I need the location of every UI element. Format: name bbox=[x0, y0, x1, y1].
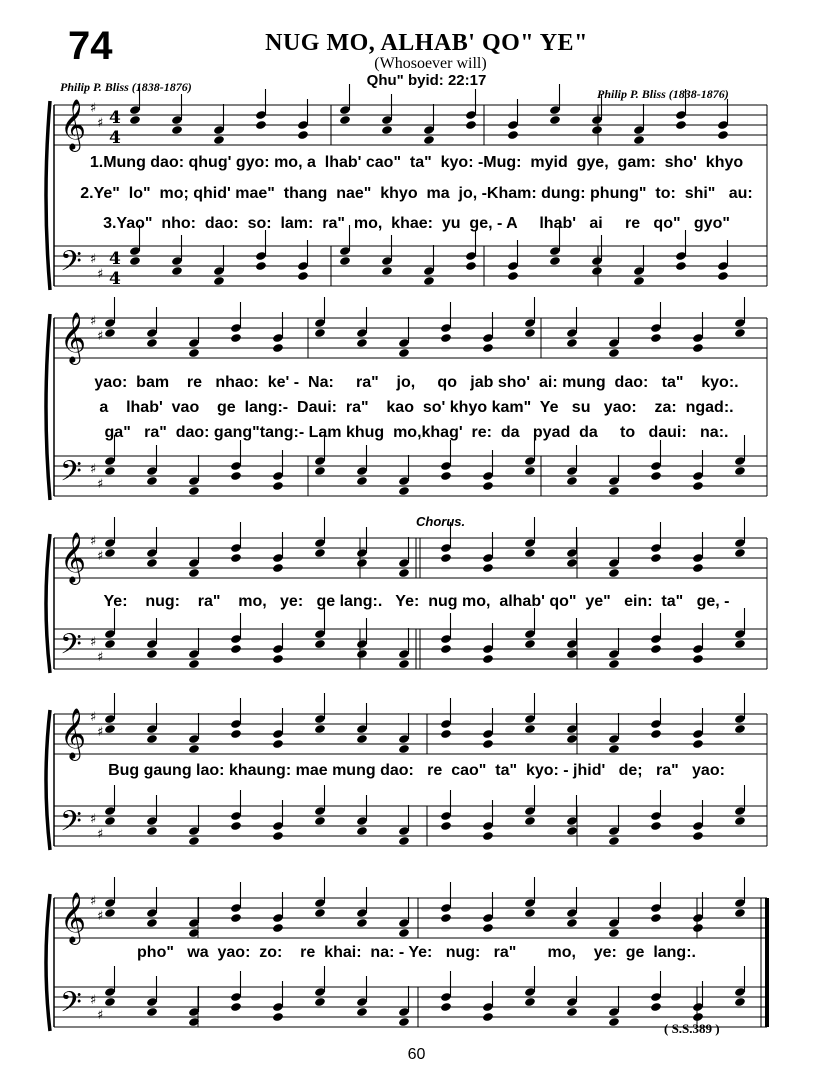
system-5-treble-notehead bbox=[104, 908, 116, 918]
system-1-treble-notehead bbox=[423, 135, 435, 145]
system-1-bass-notehead bbox=[507, 271, 519, 281]
system-4-bass-sharp: ♯ bbox=[90, 812, 97, 827]
system-5-bass-notehead bbox=[356, 1007, 368, 1017]
system-1-bass-clef: 𝄢 bbox=[60, 245, 82, 285]
system-4-bass-notehead bbox=[566, 826, 578, 836]
system-2-bass-notehead bbox=[314, 466, 326, 476]
system-5-treble-sharp: ♯ bbox=[97, 909, 104, 924]
system-4-treble-notehead bbox=[734, 724, 746, 734]
system-2-bass-notehead bbox=[356, 476, 368, 486]
system-1-treble-notehead bbox=[465, 120, 477, 130]
system-4-bass-notehead bbox=[482, 831, 494, 841]
system-5-treble-notehead bbox=[734, 908, 746, 918]
system-5-treble-clef: 𝄞 bbox=[60, 892, 87, 943]
system-5-treble-notehead bbox=[356, 918, 368, 928]
system-3-treble-notehead bbox=[272, 563, 284, 573]
system-5-treble-notehead bbox=[272, 923, 284, 933]
system-4-treble-notehead bbox=[188, 744, 200, 754]
lyric-line-s3-v1: Ye: nug: ra" mo, ye: ge lang:. Ye: nug mo, alhab' qo" ye" ein: ta" ge, - bbox=[103, 593, 730, 610]
system-5-bass-notehead bbox=[398, 1017, 410, 1027]
system-3-bass-notehead bbox=[188, 659, 200, 669]
system-4-treble-notehead bbox=[608, 744, 620, 754]
system-5-bass-sharp: ♯ bbox=[97, 1008, 104, 1023]
system-2-bass-notehead bbox=[482, 481, 494, 491]
system-5-treble-notehead bbox=[566, 918, 578, 928]
system-5-treble-notehead bbox=[146, 918, 158, 928]
system-2-bass-notehead bbox=[440, 471, 452, 481]
system-4-bass-notehead bbox=[734, 816, 746, 826]
system-4-bass-notehead bbox=[356, 826, 368, 836]
system-5-treble-notehead bbox=[440, 913, 452, 923]
system-1-bass-notehead bbox=[381, 266, 393, 276]
system-2-treble-notehead bbox=[230, 333, 242, 343]
system-5-bass-notehead bbox=[566, 1007, 578, 1017]
system-4-treble-notehead bbox=[650, 729, 662, 739]
system-4-bass-notehead bbox=[608, 836, 620, 846]
system-5-treble-notehead bbox=[230, 913, 242, 923]
system-4-bass-notehead bbox=[440, 821, 452, 831]
system-4-brace bbox=[46, 710, 50, 850]
system-3-treble-notehead bbox=[104, 548, 116, 558]
hymn-number: 74 bbox=[68, 24, 113, 68]
system-5-bass-clef: 𝄢 bbox=[60, 986, 82, 1026]
system-1-treble-sharp: ♯ bbox=[97, 116, 104, 131]
system-2-treble-notehead bbox=[272, 343, 284, 353]
system-1-treble-notehead bbox=[213, 135, 225, 145]
system-5-bass-notehead bbox=[146, 1007, 158, 1017]
system-1-time-signature: 4 bbox=[109, 128, 121, 148]
system-5-bass-notehead bbox=[482, 1012, 494, 1022]
system-4-treble-notehead bbox=[482, 739, 494, 749]
lyric-line-s2-v1: yao: bam re nhao: ke' - Na: ra" jo, qo jab sho' ai: mung dao: ta" kyo:. bbox=[94, 374, 739, 391]
system-1-bass-sharp: ♯ bbox=[90, 252, 97, 267]
system-1-treble-notehead bbox=[255, 120, 267, 130]
system-4-treble-notehead bbox=[566, 734, 578, 744]
lyric-line-s5-v1: pho" wa yao: zo: re khai: na: - Ye: nug: ra" mo, ye: ge lang:. bbox=[137, 944, 696, 961]
system-5-treble-notehead bbox=[524, 908, 536, 918]
system-3-bass-notehead bbox=[272, 654, 284, 664]
system-3-bass-sharp: ♯ bbox=[90, 635, 97, 650]
system-2-bass-notehead bbox=[650, 471, 662, 481]
system-3-treble-notehead bbox=[650, 553, 662, 563]
composer-credit-left: Philip P. Bliss (1838-1876) bbox=[60, 80, 192, 94]
system-1-time-signature: 4 bbox=[109, 249, 121, 269]
system-5-treble-notehead bbox=[314, 908, 326, 918]
system-4-treble-sharp: ♯ bbox=[90, 710, 97, 725]
system-5-bass-notehead bbox=[230, 1002, 242, 1012]
system-2-bass-sharp: ♯ bbox=[90, 462, 97, 477]
system-2-treble-notehead bbox=[146, 338, 158, 348]
system-3-bass-notehead bbox=[146, 649, 158, 659]
system-1-treble-notehead bbox=[381, 125, 393, 135]
system-3-treble-sharp: ♯ bbox=[90, 534, 97, 549]
system-5-treble-notehead bbox=[650, 913, 662, 923]
system-5-treble-sharp: ♯ bbox=[90, 894, 97, 909]
system-4-treble-notehead bbox=[230, 729, 242, 739]
system-2-bass-notehead bbox=[692, 481, 704, 491]
system-1-treble-notehead bbox=[171, 125, 183, 135]
lyric-line-s4-v1: Bug gaung lao: khaung: mae mung dao: re cao" ta" kyo: - jhid' de; ra" yao: bbox=[108, 762, 725, 779]
system-3-treble-notehead bbox=[524, 548, 536, 558]
system-4-treble-notehead bbox=[524, 724, 536, 734]
system-2-treble-clef: 𝄞 bbox=[60, 312, 87, 363]
system-2-treble-notehead bbox=[566, 338, 578, 348]
system-5-bass-notehead bbox=[524, 997, 536, 1007]
system-1-treble-notehead bbox=[507, 130, 519, 140]
system-2-treble-sharp: ♯ bbox=[90, 314, 97, 329]
system-1-treble-notehead bbox=[549, 115, 561, 125]
system-3-bass-notehead bbox=[230, 644, 242, 654]
system-2-treble-notehead bbox=[440, 333, 452, 343]
system-4-treble-notehead bbox=[272, 739, 284, 749]
system-3-treble-notehead bbox=[482, 563, 494, 573]
system-1-bass-notehead bbox=[297, 271, 309, 281]
system-3-treble-notehead bbox=[146, 558, 158, 568]
system-4-bass-sharp: ♯ bbox=[97, 827, 104, 842]
system-2-bass-notehead bbox=[608, 486, 620, 496]
system-1-treble-notehead bbox=[633, 135, 645, 145]
system-3-treble-notehead bbox=[314, 548, 326, 558]
system-3-bass-notehead bbox=[650, 644, 662, 654]
system-1-treble-clef: 𝄞 bbox=[60, 99, 87, 150]
lyric-line-s1-v3: 3.Yao" nho: dao: so: lam: ra" mo, khae: yu ge, - A lhab' ai re qo" gyo" bbox=[103, 215, 730, 232]
system-1-treble-notehead bbox=[591, 125, 603, 135]
system-3-bass-notehead bbox=[104, 639, 116, 649]
system-5-treble-notehead bbox=[692, 923, 704, 933]
system-2-treble-notehead bbox=[482, 343, 494, 353]
system-1-treble-notehead bbox=[297, 130, 309, 140]
system-3-bass-notehead bbox=[482, 654, 494, 664]
source-reference: ( S.S.389 ) bbox=[664, 1021, 720, 1036]
system-2-treble-notehead bbox=[398, 348, 410, 358]
system-4-bass-notehead bbox=[314, 816, 326, 826]
system-1-bass-notehead bbox=[423, 276, 435, 286]
system-4-bass-notehead bbox=[146, 826, 158, 836]
system-3-treble-notehead bbox=[734, 548, 746, 558]
system-3-bass-notehead bbox=[440, 644, 452, 654]
system-5-bass-notehead bbox=[314, 997, 326, 1007]
system-1-bass-notehead bbox=[633, 276, 645, 286]
system-3-treble-notehead bbox=[230, 553, 242, 563]
system-4-bass-notehead bbox=[104, 816, 116, 826]
system-1-bass-notehead bbox=[213, 276, 225, 286]
system-1-bass-notehead bbox=[717, 271, 729, 281]
system-3-bass-notehead bbox=[734, 639, 746, 649]
system-3-treble-notehead bbox=[188, 568, 200, 578]
system-1-treble-notehead bbox=[675, 120, 687, 130]
system-4-bass-notehead bbox=[524, 816, 536, 826]
system-1-bass-notehead bbox=[465, 261, 477, 271]
system-2-bass-notehead bbox=[104, 466, 116, 476]
system-5-bass-sharp: ♯ bbox=[90, 993, 97, 1008]
composer-credit-right: Philip P. Bliss (1838-1876) bbox=[597, 87, 729, 101]
system-4-treble-notehead bbox=[104, 724, 116, 734]
system-3-bass-notehead bbox=[524, 639, 536, 649]
system-1-bass-notehead bbox=[255, 261, 267, 271]
system-3-treble-notehead bbox=[440, 553, 452, 563]
system-2-treble-notehead bbox=[188, 348, 200, 358]
system-1-bass-notehead bbox=[591, 266, 603, 276]
system-3-bass-notehead bbox=[398, 659, 410, 669]
system-5-treble-notehead bbox=[482, 923, 494, 933]
system-2-bass-notehead bbox=[398, 486, 410, 496]
system-2-treble-notehead bbox=[734, 328, 746, 338]
lyric-line-s1-v2: 2.Ye" lo" mo; qhid' mae" thang nae" khyo ma jo, -Kham: dung: phung" to: shi" au: bbox=[80, 185, 753, 202]
system-4-bass-notehead bbox=[272, 831, 284, 841]
system-1-bass-notehead bbox=[675, 261, 687, 271]
lyric-line-s2-v3: ga" ra" dao: gang"tang:- Lam khug mo,khag' re: da pyad da to daui: na:. bbox=[104, 424, 729, 441]
system-1-time-signature: 4 bbox=[109, 269, 121, 289]
system-3-treble-notehead bbox=[608, 568, 620, 578]
system-5-bass-notehead bbox=[272, 1012, 284, 1022]
system-3-treble-sharp: ♯ bbox=[97, 549, 104, 564]
system-2-treble-notehead bbox=[524, 328, 536, 338]
system-2-treble-notehead bbox=[104, 328, 116, 338]
hymn-subtitle: (Whosoever will) bbox=[374, 55, 487, 72]
system-4-bass-notehead bbox=[188, 836, 200, 846]
system-5-brace bbox=[46, 894, 50, 1031]
system-4-treble-clef: 𝄞 bbox=[60, 708, 87, 759]
system-3-bass-notehead bbox=[356, 649, 368, 659]
system-4-treble-notehead bbox=[692, 739, 704, 749]
system-2-bass-notehead bbox=[230, 471, 242, 481]
system-2-treble-notehead bbox=[692, 343, 704, 353]
system-1-treble-sharp: ♯ bbox=[90, 101, 97, 116]
system-3-bass-notehead bbox=[692, 654, 704, 664]
system-4-treble-notehead bbox=[356, 734, 368, 744]
system-4-treble-notehead bbox=[146, 734, 158, 744]
system-4-treble-sharp: ♯ bbox=[97, 725, 104, 740]
system-1-treble-notehead bbox=[339, 115, 351, 125]
system-3-treble-notehead bbox=[566, 558, 578, 568]
system-5-bass-notehead bbox=[650, 1002, 662, 1012]
system-5-bass-notehead bbox=[734, 997, 746, 1007]
scripture-reference: Qhu" byid: 22:17 bbox=[366, 72, 487, 89]
system-3-bass-notehead bbox=[314, 639, 326, 649]
system-5-bass-notehead bbox=[608, 1017, 620, 1027]
lyric-line-s2-v2: a lhab' vao ge lang:- Daui: ra" kao so' khyo kam" Ye su yao: za: ngad:. bbox=[99, 399, 734, 416]
system-2-bass-notehead bbox=[734, 466, 746, 476]
system-4-bass-notehead bbox=[692, 831, 704, 841]
system-2-bass-notehead bbox=[566, 476, 578, 486]
system-2-bass-clef: 𝄢 bbox=[60, 455, 82, 495]
system-1-time-signature: 4 bbox=[109, 108, 121, 128]
system-1-bass-notehead bbox=[339, 256, 351, 266]
system-3-bass-notehead bbox=[566, 649, 578, 659]
system-1-treble-notehead bbox=[717, 130, 729, 140]
system-5-bass-notehead bbox=[440, 1002, 452, 1012]
chorus-label: Chorus. bbox=[416, 514, 466, 529]
system-2-treble-sharp: ♯ bbox=[97, 329, 104, 344]
system-2-bass-notehead bbox=[524, 466, 536, 476]
system-2-bass-notehead bbox=[146, 476, 158, 486]
system-2-bass-notehead bbox=[188, 486, 200, 496]
system-4-bass-notehead bbox=[398, 836, 410, 846]
page-number: 60 bbox=[407, 1046, 426, 1063]
system-3-treble-notehead bbox=[398, 568, 410, 578]
system-4-treble-notehead bbox=[398, 744, 410, 754]
system-4-bass-notehead bbox=[650, 821, 662, 831]
system-1-bass-notehead bbox=[129, 256, 141, 266]
system-1-treble-notehead bbox=[129, 115, 141, 125]
system-3-treble-clef: 𝄞 bbox=[60, 532, 87, 583]
system-1-bass-sharp: ♯ bbox=[97, 267, 104, 282]
hymn-title: NUG MO, ALHAB' QO" YE" bbox=[265, 30, 588, 56]
system-5-treble-notehead bbox=[398, 928, 410, 938]
system-3-treble-notehead bbox=[692, 563, 704, 573]
system-4-treble-notehead bbox=[314, 724, 326, 734]
system-4-bass-clef: 𝄢 bbox=[60, 805, 82, 845]
system-2-treble-notehead bbox=[314, 328, 326, 338]
system-3-treble-notehead bbox=[356, 558, 368, 568]
lyric-line-s1-v1: 1.Mung dao: qhug' gyo: mo, a lhab' cao" ta" kyo: -Mug: myid gye, gam: sho' khyo bbox=[89, 154, 744, 171]
system-2-treble-notehead bbox=[650, 333, 662, 343]
system-2-treble-notehead bbox=[608, 348, 620, 358]
system-4-treble-notehead bbox=[440, 729, 452, 739]
system-2-bass-notehead bbox=[272, 481, 284, 491]
system-5-bass-notehead bbox=[104, 997, 116, 1007]
system-5-treble-notehead bbox=[608, 928, 620, 938]
system-3-bass-notehead bbox=[608, 659, 620, 669]
system-4-bass-notehead bbox=[230, 821, 242, 831]
system-2-treble-notehead bbox=[356, 338, 368, 348]
system-1-bass-notehead bbox=[171, 266, 183, 276]
system-3-bass-sharp: ♯ bbox=[97, 650, 104, 665]
system-1-bass-notehead bbox=[549, 256, 561, 266]
system-3-bass-clef: 𝄢 bbox=[60, 628, 82, 668]
system-2-bass-sharp: ♯ bbox=[97, 477, 104, 492]
